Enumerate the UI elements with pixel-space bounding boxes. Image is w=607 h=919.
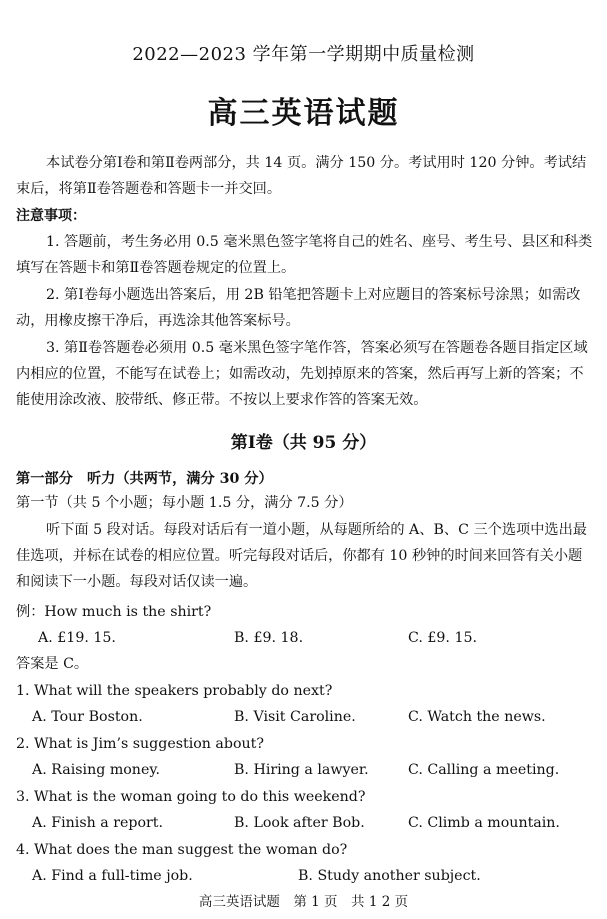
example-question: 例：How much is the shirt? bbox=[16, 604, 212, 620]
example-option-c: C. £9. 15. bbox=[408, 630, 478, 646]
note-item-3: 3. 第Ⅱ卷答题卷必须用 0.5 毫米黑色签字笔作答，答案必须写在答题卷各题目指定区域内相应的位置，不能写在试卷上；如需改动，先划掉原来的答案，然后再写上新的答案；不能使用涂改液、胶带纸、修正带。不按以上要求作答的答案无效。 bbox=[16, 340, 588, 408]
question-1: 1. What will the speakers probably do next? bbox=[16, 683, 333, 699]
question-1-options bbox=[16, 706, 594, 728]
q4-option-b: B. Study another subject. bbox=[298, 868, 481, 884]
part1-label: 第一部分 bbox=[16, 471, 73, 487]
example-answer: 答案是 C。 bbox=[16, 656, 89, 672]
example-option-b: B. £9. 18. bbox=[234, 630, 304, 646]
example-options bbox=[16, 627, 594, 649]
question-4-options bbox=[16, 865, 594, 887]
example-option-a: A. £19. 15. bbox=[38, 630, 116, 646]
question-4: 4. What does the man suggest the woman do? bbox=[16, 842, 348, 858]
q2-option-c: C. Calling a meeting. bbox=[408, 762, 560, 778]
question-2: 2. What is Jim’s suggestion about? bbox=[16, 736, 264, 752]
question-2-options bbox=[16, 759, 594, 781]
intro-paragraph: 本试卷分第Ⅰ卷和第Ⅱ卷两部分，共 14 页。满分 150 分。考试用时 120 分钟。考试结束后，将第Ⅱ卷答题卷和答题卡一并交回。 bbox=[16, 155, 587, 197]
volume-title: 第Ⅰ卷（共 95 分） bbox=[230, 433, 377, 453]
q3-option-c: C. Climb a mountain. bbox=[408, 815, 560, 831]
q1-option-a: A. Tour Boston. bbox=[32, 709, 143, 725]
page-footer: 高三英语试题 第 1 页 共 1 2 页 bbox=[198, 894, 409, 910]
q3-option-a: A. Finish a report. bbox=[32, 815, 164, 831]
q4-option-a: A. Find a full-time job. bbox=[32, 868, 193, 884]
listening-instructions: 听下面 5 段对话。每段对话后有一道小题，从每题所给的 A、B、C 三个选项中选出最佳选项，并标在试卷的相应位置。听完每段对话后，你都有 10 秒钟的时间来回答有关小题和阅读下一小题。每段对话仅读一遍。 bbox=[16, 522, 587, 590]
exam-year-line: 2022—2023 学年第一学期期中质量检测 bbox=[132, 44, 475, 65]
q3-option-b: B. Look after Bob. bbox=[234, 815, 365, 831]
note-item-1: 1. 答题前，考生务必用 0.5 毫米黑色签字笔将自己的姓名、座号、考生号、县区和科类填写在答题卡和第Ⅱ卷答题卷规定的位置上。 bbox=[16, 234, 593, 276]
section1-heading: 第一节（共 5 个小题；每小题 1.5 分，满分 7.5 分） bbox=[16, 495, 353, 511]
question-3: 3. What is the woman going to do this weekend? bbox=[16, 789, 366, 805]
exam-title: 高三英语试题 bbox=[207, 96, 400, 131]
q2-option-a: A. Raising money. bbox=[32, 762, 160, 778]
part1-title: 听力（共两节，满分 30 分） bbox=[86, 471, 273, 487]
note-item-2: 2. 第Ⅰ卷每小题选出答案后，用 2B 铅笔把答题卡上对应题目的答案标号涂黑；如需改动，用橡皮擦干净后，再选涂其他答案标号。 bbox=[16, 287, 581, 329]
question-3-options bbox=[16, 812, 594, 834]
q1-option-b: B. Visit Caroline. bbox=[234, 709, 356, 725]
q1-option-c: C. Watch the news. bbox=[408, 709, 546, 725]
q2-option-b: B. Hiring a lawyer. bbox=[234, 762, 369, 778]
part1-heading bbox=[16, 468, 594, 490]
notes-heading: 注意事项： bbox=[16, 208, 86, 224]
